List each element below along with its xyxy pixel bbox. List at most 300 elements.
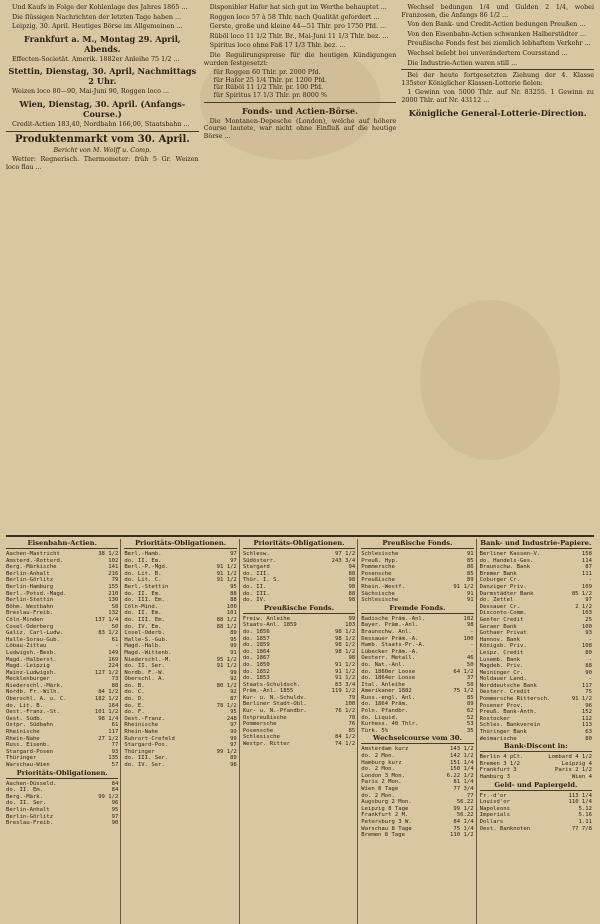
security-name: Berl.-Hamb. — [124, 551, 162, 557]
security-name: Danziger Priv. — [479, 583, 527, 590]
quote-value: 113 — [581, 722, 593, 729]
paragraph: Von den Bank- und Credit-Actien bedungen Preußen ... — [407, 20, 586, 29]
table-subtitle: Preußische Fonds. — [243, 604, 355, 614]
security-name: Rostocker — [479, 715, 510, 722]
table-row — [361, 577, 473, 584]
security-name: Staats-Schuldsch. — [242, 681, 301, 688]
quote-value: 62 — [466, 708, 474, 715]
table-row — [361, 806, 473, 813]
security-name: Ludwigsh.-Bexb. — [6, 649, 57, 656]
table-row — [480, 657, 592, 664]
quote-value: 91 1/2 — [216, 570, 237, 577]
security-name: Berliner Kassen-V. — [479, 551, 541, 557]
quote-value: 155 — [108, 583, 119, 590]
quote-value: 89 — [230, 630, 237, 637]
quote-value: 151 1/4 — [450, 759, 474, 766]
text-column-3 — [401, 4, 594, 529]
security-name: Kur- u. N.-Pfandbr. — [242, 708, 307, 715]
quote-value: 61 — [111, 722, 119, 729]
quote-value: 75 — [585, 689, 593, 696]
security-name: Rhein-Nahe — [124, 729, 159, 736]
table-row — [124, 630, 236, 637]
table-row — [124, 709, 236, 716]
quote-value: 97 — [111, 813, 119, 820]
table-row — [6, 722, 118, 729]
security-name: do. III. Ser. — [124, 755, 169, 762]
quote-value: 73 — [111, 676, 119, 683]
paragraph: Rüböl loco 11 1/2 Thlr. Br., Mai-Juni 11 1/3 Thlr. bez. ... — [209, 31, 389, 40]
security-name: Magd.-Halb. — [124, 643, 162, 650]
security-name: Kurhess. 40 Thlr. — [361, 721, 419, 728]
quote-value: 91 1/2 — [335, 661, 356, 668]
security-name: Berlin-Anhalt — [6, 570, 50, 577]
table-row — [480, 591, 592, 598]
table-row — [6, 787, 118, 794]
security-name: do. Nat.-Anl. — [361, 661, 405, 668]
quote-value: 88 — [230, 597, 237, 604]
quote-value: 75 1/4 — [453, 825, 474, 832]
quote-value: 98 — [348, 583, 356, 590]
security-name: Cosel-Oderb. — [124, 630, 165, 637]
table-row — [243, 734, 355, 741]
table-row — [480, 767, 592, 774]
table-row — [243, 649, 355, 656]
paragraph: Leipzig, 30. April. Heutiges Börse im Allgemeinen ... — [12, 22, 183, 31]
quote-value: 50 — [466, 681, 474, 688]
table-row — [124, 689, 236, 696]
price-item: für Roggen 60 Thlr. pr. 2000 Pfd. — [213, 68, 321, 77]
table-row — [361, 558, 473, 565]
security-name: Wien 8 Tage — [361, 786, 399, 792]
quote-value: 103 — [581, 610, 593, 617]
quote-value: 141 — [108, 564, 119, 571]
table-row — [480, 643, 592, 650]
quote-value: 35 — [466, 727, 474, 734]
quote-value: 101 — [226, 610, 237, 617]
table-row — [361, 721, 473, 728]
table-row — [480, 806, 592, 813]
security-name: do. B. — [124, 682, 145, 689]
table-row — [6, 657, 118, 664]
security-name: Dollars — [479, 818, 504, 825]
table-row — [480, 819, 592, 826]
quote-value: 91 — [466, 551, 474, 557]
security-name: Geraer Bank — [479, 623, 517, 630]
security-name: Berl.-P.-Mgd. — [124, 564, 169, 571]
quote-value: 243 3/4 — [331, 557, 356, 564]
table-row — [124, 755, 236, 762]
security-name: Frankfurt 2 M. — [361, 812, 409, 819]
quote-value: 99 — [230, 729, 237, 736]
security-name: Magd.-Halberst. — [6, 656, 57, 663]
table-row — [243, 584, 355, 591]
security-name: Schlesische — [361, 551, 399, 557]
security-name: do. II. — [242, 583, 267, 590]
security-name: do. II. Ser. — [124, 663, 165, 670]
quote-value: - — [115, 643, 119, 650]
table-row — [480, 793, 592, 800]
security-name: Ostpreußische — [242, 714, 287, 721]
security-name: Rheinische — [124, 722, 159, 729]
quote-value: 95 — [111, 806, 119, 813]
table-row — [480, 754, 592, 761]
table-row — [124, 564, 236, 571]
table-row — [6, 624, 118, 631]
table-subtitle: Geld- und Papiergeld. — [480, 781, 592, 791]
quote-value: 46 — [466, 655, 474, 662]
quote-value: - — [588, 656, 593, 663]
quote-value: 112 — [581, 715, 593, 722]
security-name: Moldauer Land. — [479, 676, 527, 683]
paragraph: Effecten-Societät. Amerik. 1882er Anleihe 75 1/2 ... — [12, 54, 180, 63]
quote-value: - — [588, 636, 593, 643]
quote-value: 86 — [466, 564, 474, 571]
quote-value: 84 1/2 — [335, 734, 356, 741]
table-row — [6, 584, 118, 591]
quote-value: 95 — [230, 709, 237, 716]
paragraph: Gerste, große und kleine 44—51 Thlr. pro 1750 Pfd. ... — [209, 22, 387, 31]
table-row — [124, 742, 236, 749]
quote-value: 100 — [581, 623, 593, 630]
quote-value: 149 — [108, 649, 119, 656]
quote-value: - — [470, 642, 474, 649]
table-row — [243, 629, 355, 636]
table-title: Bank- und Industrie-Papiere. — [480, 539, 592, 547]
security-name: do. III. — [242, 570, 270, 577]
table-row — [124, 670, 236, 677]
table-row — [243, 551, 355, 558]
security-name: do. C. — [124, 689, 145, 696]
paragraph: Preußische Fonds fest bei ziemlich lebhaftem Verkehr ... — [407, 39, 591, 48]
security-name: do. 1856 — [242, 628, 270, 635]
table-title: Eisenbahn-Actien. — [6, 539, 118, 549]
security-name: Berlin-Görlitz — [6, 813, 54, 820]
section-heading: Wien, Dienstag, 30. April. (Anfangs-Course.) — [19, 98, 186, 119]
table-row — [361, 715, 473, 722]
table-row — [243, 715, 355, 722]
security-name: Oest.-Franz.-St. — [6, 709, 60, 716]
table-row — [124, 729, 236, 736]
security-name: Niederschl.-M. — [124, 656, 172, 663]
quote-value: 84 — [111, 780, 119, 787]
quote-value: 98 1/2 — [335, 642, 356, 649]
quote-value: 58 — [111, 603, 119, 610]
table-row — [361, 682, 473, 689]
table-row — [124, 716, 236, 723]
security-name: Preuß. Bank-Anth. — [479, 709, 537, 716]
table-row — [6, 617, 118, 624]
security-name: do. IV. Em. — [124, 623, 162, 630]
table-row — [6, 643, 118, 650]
quote-value: 108 — [581, 643, 593, 650]
security-name: Pommersche Rittersch. — [479, 696, 551, 703]
quote-value: 91 — [466, 597, 474, 604]
security-name: Oest. Banknoten — [479, 825, 531, 832]
table-row — [361, 662, 473, 669]
table-row — [124, 591, 236, 598]
table-row — [361, 766, 473, 773]
quote-value: 99 1/2 — [453, 805, 474, 812]
quote-value: 92 — [230, 689, 237, 696]
quote-value: 93 — [111, 748, 119, 755]
security-name: Weimarische — [479, 735, 517, 742]
table-row — [361, 708, 473, 715]
quote-value: 113 1/4 — [568, 792, 593, 799]
quote-value: 111 — [581, 570, 593, 577]
quote-value: 98 1/2 — [335, 648, 356, 655]
table-row — [243, 577, 355, 584]
security-name: Ostpr. Südbahn — [6, 722, 54, 729]
table-column-5 — [480, 539, 594, 924]
security-name: Dessauer Präm.-A. — [361, 635, 419, 642]
security-name: Oberschl. A. — [124, 676, 165, 683]
table-row — [243, 662, 355, 669]
security-name: Posensche — [242, 727, 274, 734]
table-row — [480, 826, 592, 833]
security-name: Amsterd.-Rotterd. — [6, 557, 64, 564]
security-name: Augsburg 2 Mon. — [361, 799, 412, 806]
quote-value: 94 — [348, 564, 356, 571]
security-name: Aachen-Düsseld. — [6, 780, 57, 787]
table-row — [361, 622, 473, 629]
quote-value: - — [470, 628, 474, 635]
table-row — [124, 650, 236, 657]
security-name: Löbau-Zittau — [6, 643, 47, 650]
table-row — [124, 657, 236, 664]
table-row — [243, 564, 355, 571]
security-name: Berliner Stadt-Obl. — [242, 701, 307, 708]
security-name: do. Zettel — [479, 597, 514, 604]
quote-value: 5.12 — [578, 805, 593, 812]
security-name: London 3 Mon. — [361, 772, 405, 779]
quote-value: 76 — [348, 721, 356, 728]
table-row — [480, 577, 592, 584]
quote-value: 1.11 — [578, 818, 593, 825]
quote-value: 100 — [345, 701, 356, 708]
quote-value: 97 — [230, 551, 237, 557]
security-name: Thüringer — [124, 748, 155, 755]
table-row — [6, 551, 118, 558]
security-name: Bremen 3 1/2 — [479, 760, 521, 767]
table-row — [361, 669, 473, 676]
quote-value: Wien 4 — [571, 774, 593, 780]
lottery-signature: Königliche General-Lotterie-Direction. — [408, 107, 587, 118]
text-column-1 — [6, 4, 199, 529]
quote-value: 97 — [585, 597, 593, 604]
quote-value: 143 1/2 — [450, 746, 474, 753]
security-name: Paris 2 Mon. — [361, 779, 402, 786]
quote-value: 101 1/2 — [94, 709, 119, 716]
security-name: Magdeb. Priv. — [479, 663, 524, 670]
table-row — [361, 675, 473, 682]
table-row — [361, 826, 473, 833]
table-row — [6, 604, 118, 611]
table-row — [361, 695, 473, 702]
quote-value: 84 1/2 — [98, 689, 119, 696]
quote-value: 130 — [108, 597, 119, 604]
table-row — [361, 591, 473, 598]
security-name: Cöln-Mind. — [124, 603, 159, 610]
table-row — [361, 616, 473, 623]
paragraph: Roggen loco 57 à 58 Thlr. nach Qualität gefordert ... — [209, 12, 380, 21]
quote-value: 5.16 — [578, 812, 593, 819]
security-name: Amsterdam kurz — [361, 746, 409, 753]
table-row — [124, 736, 236, 743]
security-name: Thüringer — [6, 755, 37, 762]
table-column-4 — [361, 539, 476, 924]
quote-value: - — [470, 648, 474, 655]
security-name: Schlesw. — [242, 551, 270, 557]
quote-value: 64 1/2 — [453, 668, 474, 675]
security-name: Hamburg 3 — [479, 774, 510, 780]
table-row — [6, 781, 118, 788]
security-name: Berl.-Stettin — [124, 583, 169, 590]
quote-value: Leipzig 4 — [561, 760, 593, 767]
quote-value: 79 — [348, 694, 356, 701]
quote-value: 85 1/2 — [571, 590, 593, 597]
quote-value: 88 1/2 — [216, 616, 237, 623]
table-row — [243, 669, 355, 676]
table-row — [6, 591, 118, 598]
text-columns — [6, 4, 594, 529]
security-name: Stargard-Pos. — [124, 742, 169, 749]
table-row — [124, 624, 236, 631]
section-heading: Frankfurt a. M., Montag 29. April, Abends. — [24, 33, 181, 54]
quote-value: 100 — [226, 603, 237, 610]
table-row — [480, 610, 592, 617]
table-row — [243, 682, 355, 689]
table-row — [361, 636, 473, 643]
quote-value: 99 1/2 — [98, 793, 119, 800]
quote-value: 91 1/2 — [216, 577, 237, 584]
quote-value: 98 1/4 — [98, 715, 119, 722]
table-subtitle: Wechselcourse vom 30. — [361, 734, 473, 744]
quote-value: 74 1/2 — [335, 741, 356, 748]
price-item: für Hafer 25 1/4 Thlr. pr. 1200 Pfd. — [213, 75, 327, 84]
quote-value: 127 1/2 — [94, 669, 119, 676]
quote-value: 85 — [466, 557, 474, 564]
table-row — [361, 753, 473, 760]
security-name: Fr.-d'or — [479, 792, 507, 799]
security-name: do. IV. Ser. — [124, 762, 165, 768]
table-row — [361, 793, 473, 800]
quote-value: 25 — [585, 616, 593, 623]
quote-value: 110 1/2 — [450, 832, 474, 839]
table-row — [6, 683, 118, 690]
security-name: Halle-Sorau-Gub. — [6, 636, 60, 643]
table-row — [361, 728, 473, 735]
quote-value: 216 — [108, 570, 119, 577]
quote-value: 91 1/2 — [453, 583, 474, 590]
security-name: do. II. Ser. — [6, 800, 47, 807]
table-row — [6, 630, 118, 637]
security-name: Petersburg 3 W. — [361, 818, 412, 825]
quote-value: 80 — [585, 649, 593, 656]
quote-value: 91 1/2 — [216, 663, 237, 670]
security-name: Rhein.-Westf. — [361, 583, 405, 590]
security-name: Berl.-Potsd.-Magd. — [6, 590, 67, 597]
quote-value: 78 — [348, 714, 356, 721]
security-name: do. 1857 — [242, 635, 270, 642]
table-row — [6, 736, 118, 743]
product-market-title: Produktenmarkt vom 30. April. — [14, 133, 190, 145]
security-name: Dessauer Cr. — [479, 603, 521, 610]
quote-value: 99 — [230, 669, 237, 676]
table-row — [124, 749, 236, 756]
quote-value: 91 — [466, 590, 474, 597]
security-name: Oberschl. A. u. C. — [6, 696, 67, 703]
security-name: Preuß. Hyp. — [361, 557, 399, 564]
table-row — [361, 642, 473, 649]
table-row — [243, 597, 355, 604]
table-row — [6, 637, 118, 644]
quote-value: 2 1/2 — [575, 603, 593, 610]
security-name: do. D. — [124, 696, 145, 703]
table-row — [480, 670, 592, 677]
security-name: Stargard-Posen — [6, 748, 54, 755]
quote-value: 91 1/2 — [335, 668, 356, 675]
security-name: Südösterr. — [242, 557, 277, 564]
table-row — [124, 643, 236, 650]
table-row — [6, 577, 118, 584]
table-row — [361, 819, 473, 826]
table-column-3 — [243, 539, 358, 924]
security-name: Hannov. Bank — [479, 636, 521, 643]
table-row — [361, 799, 473, 806]
quote-value: 95 1/2 — [216, 656, 237, 663]
quote-value: Lombard 4 1/2 — [548, 754, 593, 761]
security-name: do. Liquid. — [361, 714, 399, 721]
quote-value: 56.22 — [456, 799, 474, 806]
table-row — [124, 676, 236, 683]
table-row — [480, 571, 592, 578]
security-name: Berg.-Märk. — [6, 793, 44, 800]
security-name: Kur- u. N.-Schuldv. — [242, 694, 307, 701]
quote-value: 169 — [108, 656, 119, 663]
security-name: Mecklenburger — [6, 676, 50, 683]
quote-value: 77 3/4 — [453, 786, 474, 792]
quote-value: 56.22 — [456, 812, 474, 819]
quote-value: 89 — [466, 577, 474, 584]
security-name: Warschau 8 Tage — [361, 825, 412, 832]
quote-value: 84 — [111, 787, 119, 794]
quote-value: 91 — [230, 649, 237, 656]
quote-value: - — [588, 676, 593, 683]
quote-value: 50 — [466, 661, 474, 668]
table-row — [124, 577, 236, 584]
paragraph: Wechsel bedungen 1/4 und Gulden 2 1/4, wobei Franzosen, die Anfangs 86 1/2 ... — [401, 4, 594, 19]
quote-value: 102 — [108, 557, 119, 564]
security-name: do. Lit. B. — [6, 702, 44, 709]
security-name: Rhein-Nahe — [6, 735, 40, 742]
security-name: do. II. Em. — [6, 787, 44, 794]
security-name: Darmstädter Bank — [479, 590, 534, 597]
security-name: Berlin 4 pCt. — [479, 754, 524, 761]
quote-value: 88 — [348, 570, 356, 577]
security-name: do. IV. — [242, 597, 267, 604]
security-name: Mainz-Ludwigsh. — [6, 669, 57, 676]
security-name: Hamb. Staats-Pr.-A. — [361, 642, 426, 649]
table-row — [124, 617, 236, 624]
security-name: do. 1860er Loose — [361, 668, 416, 675]
table-row — [6, 742, 118, 749]
paragraph: Credit-Actien 183,40, Nordbahn 166,00, Staatsbahn ... — [12, 119, 190, 128]
table-row — [6, 610, 118, 617]
security-name: Königsb. Priv. — [479, 643, 527, 650]
table-row — [124, 663, 236, 670]
table-row — [480, 774, 592, 781]
security-name: Lübecker Präm.-A. — [361, 648, 419, 655]
